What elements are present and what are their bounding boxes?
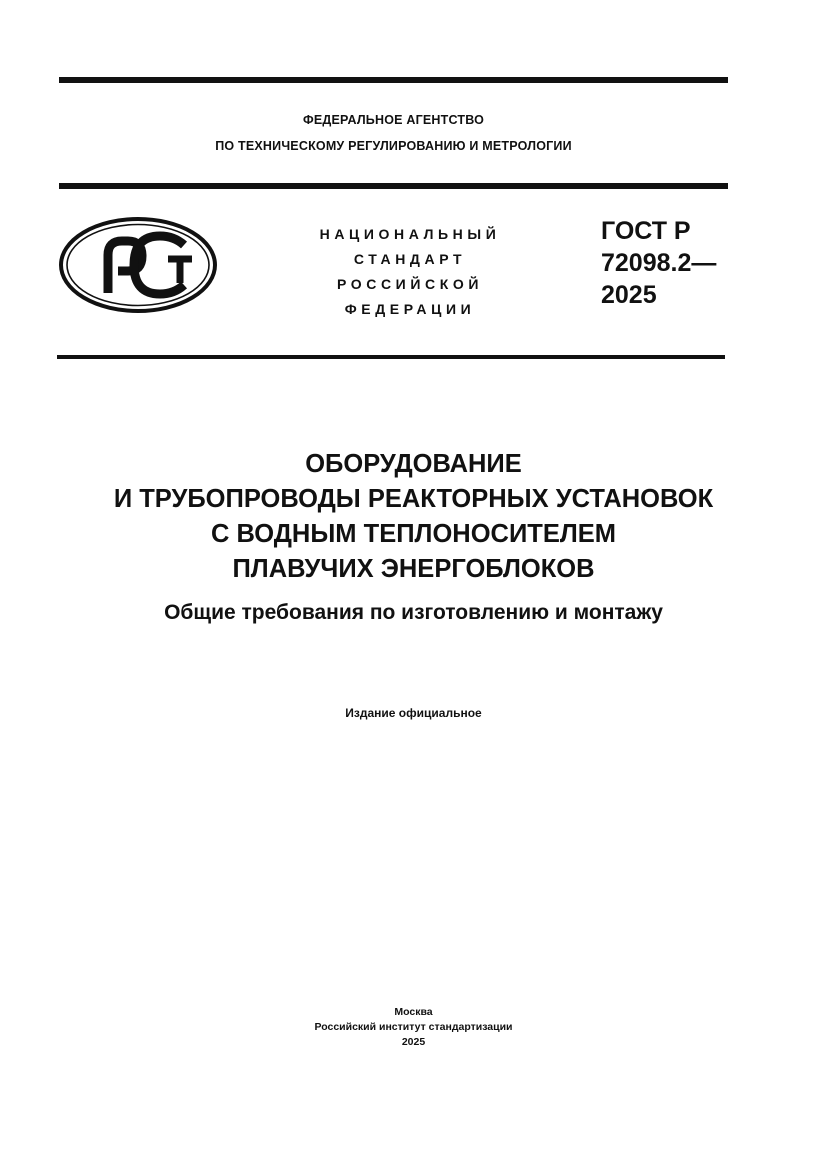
document-title bbox=[40, 447, 787, 587]
national-standard-line: СТАНДАРТ bbox=[353, 251, 467, 267]
designation-line1: ГОСТ Р bbox=[601, 217, 691, 245]
national-standard-line: ФЕДЕРАЦИИ bbox=[344, 301, 476, 317]
publication-info bbox=[40, 1005, 787, 1050]
title-line: ОБОРУДОВАНИЕ bbox=[305, 450, 522, 478]
national-standard-line: РОССИЙСКОЙ bbox=[337, 276, 483, 292]
designation-line2: 72098.2— bbox=[601, 249, 717, 277]
edition-label: Издание официальное bbox=[345, 706, 482, 720]
title-line: ПЛАВУЧИХ ЭНЕРГОБЛОКОВ bbox=[232, 555, 595, 583]
agency-name-line1: ФЕДЕРАЛЬНОЕ АГЕНТСТВО bbox=[302, 113, 485, 127]
publisher-name: Российский институт стандартизации bbox=[314, 1021, 513, 1033]
title-line: С ВОДНЫМ ТЕПЛОНОСИТЕЛЕМ bbox=[210, 520, 616, 548]
publication-year: 2025 bbox=[401, 1036, 426, 1048]
standard-designation bbox=[601, 215, 731, 311]
title-line: И ТРУБОПРОВОДЫ РЕАКТОРНЫХ УСТАНОВОК bbox=[113, 485, 714, 513]
rst-logo-icon bbox=[58, 215, 218, 315]
lower-rule bbox=[57, 355, 725, 359]
top-rule bbox=[59, 77, 728, 83]
national-standard-label bbox=[290, 222, 530, 322]
document-subtitle: Общие требования по изготовлению и монтажу bbox=[164, 601, 663, 624]
publication-city: Москва bbox=[394, 1006, 433, 1018]
designation-line3: 2025 bbox=[601, 281, 657, 309]
agency-name-line2: ПО ТЕХНИЧЕСКОМУ РЕГУЛИРОВАНИЮ И МЕТРОЛОГИИ bbox=[215, 139, 572, 153]
national-standard-line: НАЦИОНАЛЬНЫЙ bbox=[319, 226, 501, 242]
middle-rule bbox=[59, 183, 728, 189]
